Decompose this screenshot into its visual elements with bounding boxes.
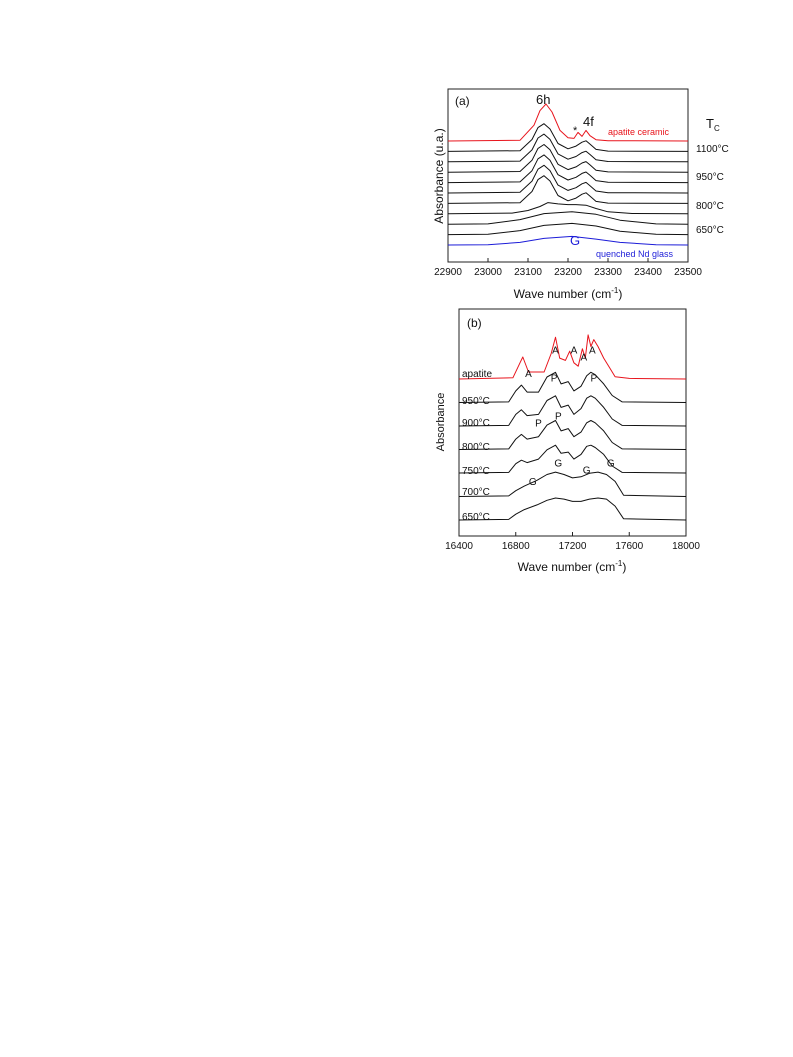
series-line-b-0	[459, 335, 686, 379]
peak-label-12: G	[606, 458, 615, 470]
x-tick-label-b-4: 18000	[672, 541, 700, 552]
x-ticks-a	[434, 258, 702, 278]
temp-label-650b: 650°C	[462, 512, 490, 523]
temp-label-800: 800°C	[696, 201, 724, 212]
series-line-b-5	[459, 472, 686, 496]
temp-label-1100: 1100°C	[696, 144, 729, 155]
x-tick-label-a-5: 23400	[634, 267, 662, 278]
peak-label-6: P	[590, 373, 598, 385]
series-line-a-2	[448, 134, 688, 162]
series-group-a	[448, 104, 688, 245]
peak-label-0: A	[525, 369, 532, 380]
temp-label-650: 650°C	[696, 225, 724, 236]
y-axis-label-a: Absorbance (u.a.)	[432, 128, 446, 224]
series-line-a-9	[448, 223, 688, 234]
x-tick-label-a-4: 23300	[594, 267, 622, 278]
x-tick-label-b-3: 17600	[615, 541, 644, 552]
x-tick-label-a-3: 23200	[554, 267, 582, 278]
x-ticks-b	[445, 532, 700, 552]
series-group-b	[459, 335, 686, 520]
x-axis-label-a: Wave number $(cm^{-1})$	[513, 286, 623, 301]
plot-frame-a	[448, 89, 688, 262]
legend-title-tc: $T_C$	[706, 116, 720, 133]
temp-label-700: 700°C	[462, 487, 490, 498]
chart-panel-b	[435, 309, 700, 574]
glass-peak-label: G	[570, 233, 581, 248]
peak-label-10: G	[554, 458, 563, 470]
peak-label-2: A	[570, 345, 578, 357]
chart-panel-a	[432, 89, 729, 301]
peak-labels-b	[525, 346, 615, 489]
peak-label-11: G	[582, 465, 591, 477]
peak-label-5: P	[550, 373, 558, 385]
temp-label-800b: 800°C	[462, 442, 490, 453]
series-line-b-6	[459, 498, 686, 520]
x-tick-label-b-1: 16800	[501, 541, 530, 552]
panel-label-b: (b)	[467, 316, 482, 330]
peak-label-7: P	[535, 418, 542, 430]
x-tick-label-b-0: 16400	[445, 541, 473, 552]
peak-label-6h: 6h	[536, 92, 551, 107]
series-line-a-10	[448, 236, 688, 245]
series-line-b-3	[459, 421, 686, 450]
temp-label-apatite: apatite	[462, 369, 493, 380]
y-axis-label-b: Absorbance	[435, 392, 447, 452]
peak-label-4f: 4f	[583, 114, 594, 129]
peak-label-star: *	[573, 125, 578, 137]
temp-label-750: 750°C	[462, 466, 490, 477]
peak-label-1: A	[552, 345, 559, 357]
x-axis-label-b: Wave number $(cm^{-1})$	[517, 559, 627, 574]
panel-label-a: (a)	[455, 94, 470, 108]
x-tick-label-a-2: 23100	[514, 267, 542, 278]
x-tick-label-a-1: 23000	[474, 267, 502, 278]
series-line-b-2	[459, 396, 686, 426]
x-tick-label-b-2: 17200	[558, 541, 587, 552]
temp-label-900: 900°C	[462, 418, 490, 429]
series-line-b-1	[459, 372, 686, 402]
temp-label-950b: 950°C	[462, 396, 490, 407]
x-tick-label-a-6: 23500	[674, 267, 702, 278]
series-label-apatite-ceramic: apatite ceramic	[608, 127, 670, 137]
peak-label-4: A	[589, 345, 596, 357]
peak-label-8: P	[554, 411, 562, 423]
peak-label-9: G	[528, 477, 537, 489]
temp-label-950: 950°C	[696, 172, 724, 183]
plot-frame-b	[459, 309, 686, 536]
x-tick-label-a-0: 22900	[434, 267, 462, 278]
series-label-quenched-glass: quenched Nd glass	[596, 249, 674, 259]
peak-label-3: A	[580, 352, 588, 364]
